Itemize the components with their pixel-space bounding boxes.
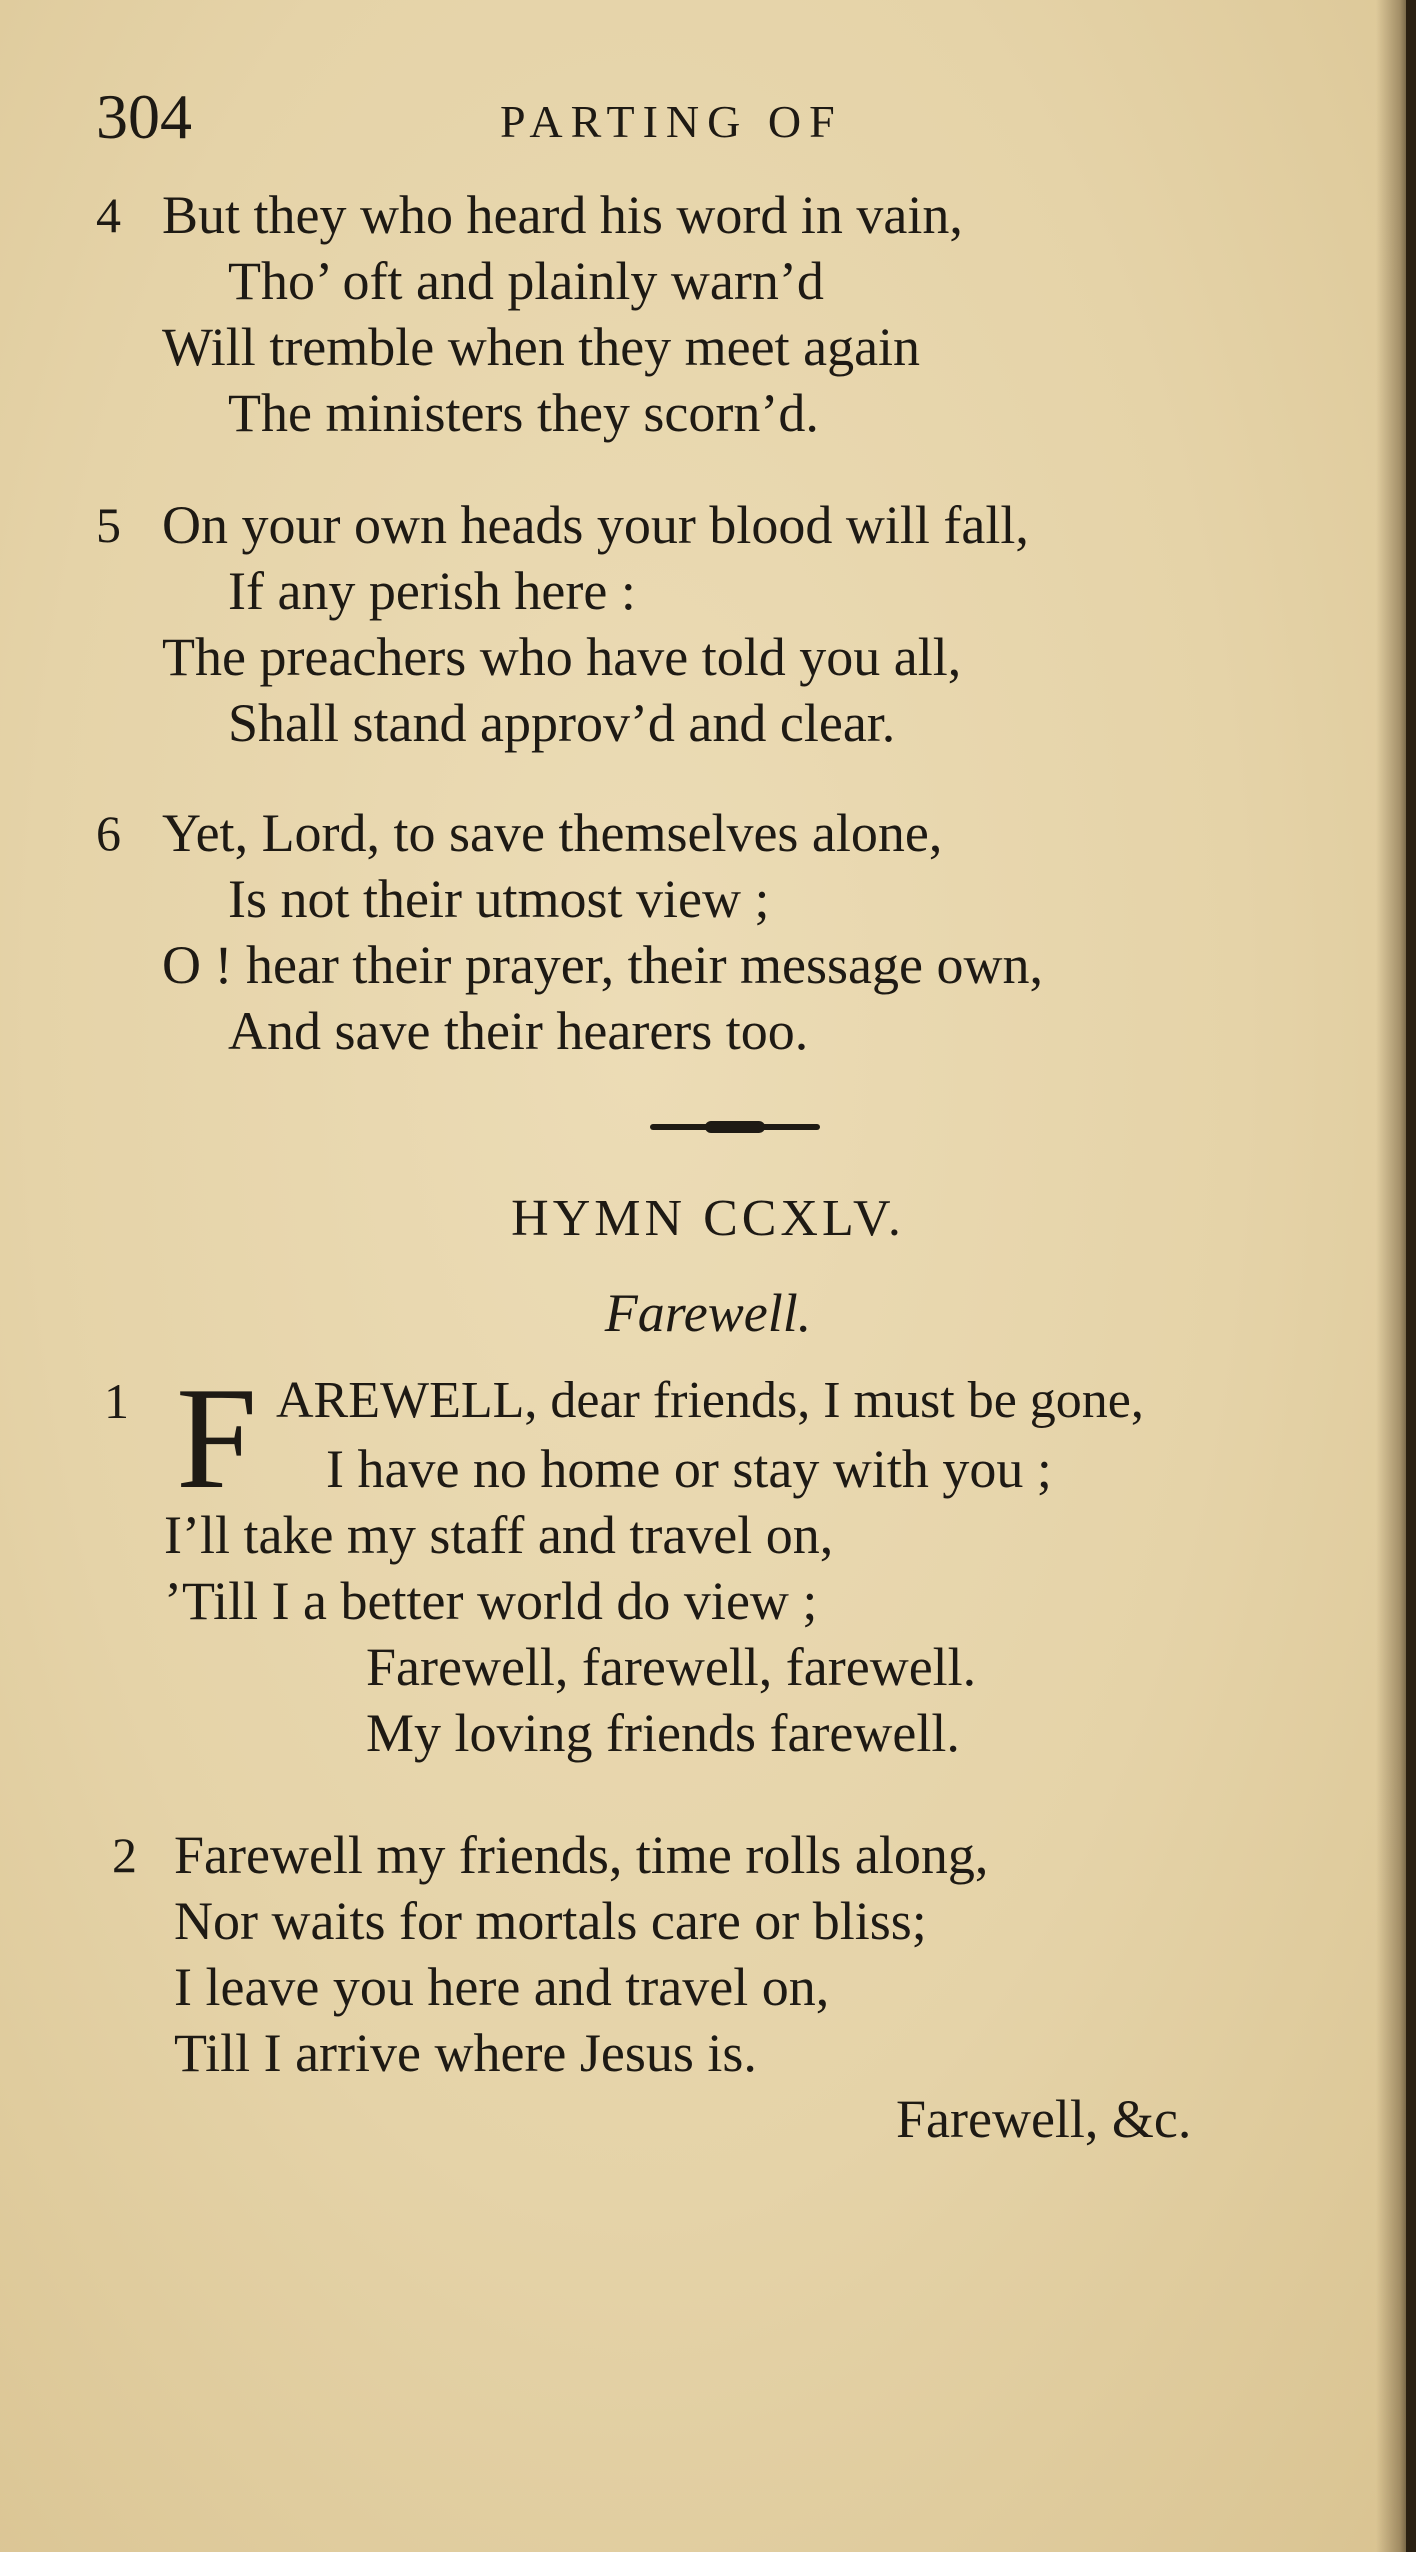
verse-line: O ! hear their prayer, their message own, xyxy=(162,935,1043,995)
running-header xyxy=(0,72,1380,162)
verse-number: 5 xyxy=(96,497,121,553)
verse-line: AREWELL, dear friends, I must be gone, xyxy=(276,1372,1144,1429)
verse-number: 2 xyxy=(112,1827,137,1883)
verse-line: Farewell my friends, time rolls along, xyxy=(174,1825,989,1885)
verse-line: I’ll take my staff and travel on, xyxy=(164,1505,834,1565)
verse-line: My loving friends farewell. xyxy=(366,1703,960,1763)
running-title: PARTING OF xyxy=(500,96,843,147)
section-divider xyxy=(650,1124,820,1130)
verse-line: Farewell, farewell, farewell. xyxy=(366,1637,977,1697)
verse-line: If any perish here : xyxy=(228,561,636,621)
verse-number: 4 xyxy=(96,187,121,243)
verse-line-refrain: Farewell, &c. xyxy=(896,2089,1192,2149)
hymn-subtitle: Farewell. xyxy=(604,1283,812,1343)
verse-line: ’Till I a better world do view ; xyxy=(164,1571,818,1631)
verse-line: Is not their utmost view ; xyxy=(228,869,770,929)
verse-line: The preachers who have told you all, xyxy=(162,627,962,687)
hymn-title: HYMN CCXLV. xyxy=(511,1190,905,1247)
verse-line: On your own heads your blood will fall, xyxy=(162,495,1029,555)
verse-number: 6 xyxy=(96,805,121,861)
verse-line: Nor waits for mortals care or bliss; xyxy=(174,1891,927,1951)
verse-line: I have no home or stay with you ; xyxy=(326,1439,1052,1499)
page-number: 304 xyxy=(96,81,192,152)
verse-number: 1 xyxy=(104,1373,129,1429)
drop-cap: F xyxy=(176,1357,258,1519)
verse-line: The ministers they scorn’d. xyxy=(228,383,819,443)
verse-line: Till I arrive where Jesus is. xyxy=(174,2023,757,2083)
verse-line: I leave you here and travel on, xyxy=(174,1957,830,2017)
verse-line: Yet, Lord, to save themselves alone, xyxy=(162,803,943,863)
verse-line: Will tremble when they meet again xyxy=(162,317,921,377)
verse-line: Tho’ oft and plainly warn’d xyxy=(228,251,824,311)
verse-line: But they who heard his word in vain, xyxy=(162,185,963,245)
page-binding-edge xyxy=(1406,0,1416,2552)
verse-line: And save their hearers too. xyxy=(228,1001,809,1061)
verse-line: Shall stand approv’d and clear. xyxy=(228,693,896,753)
